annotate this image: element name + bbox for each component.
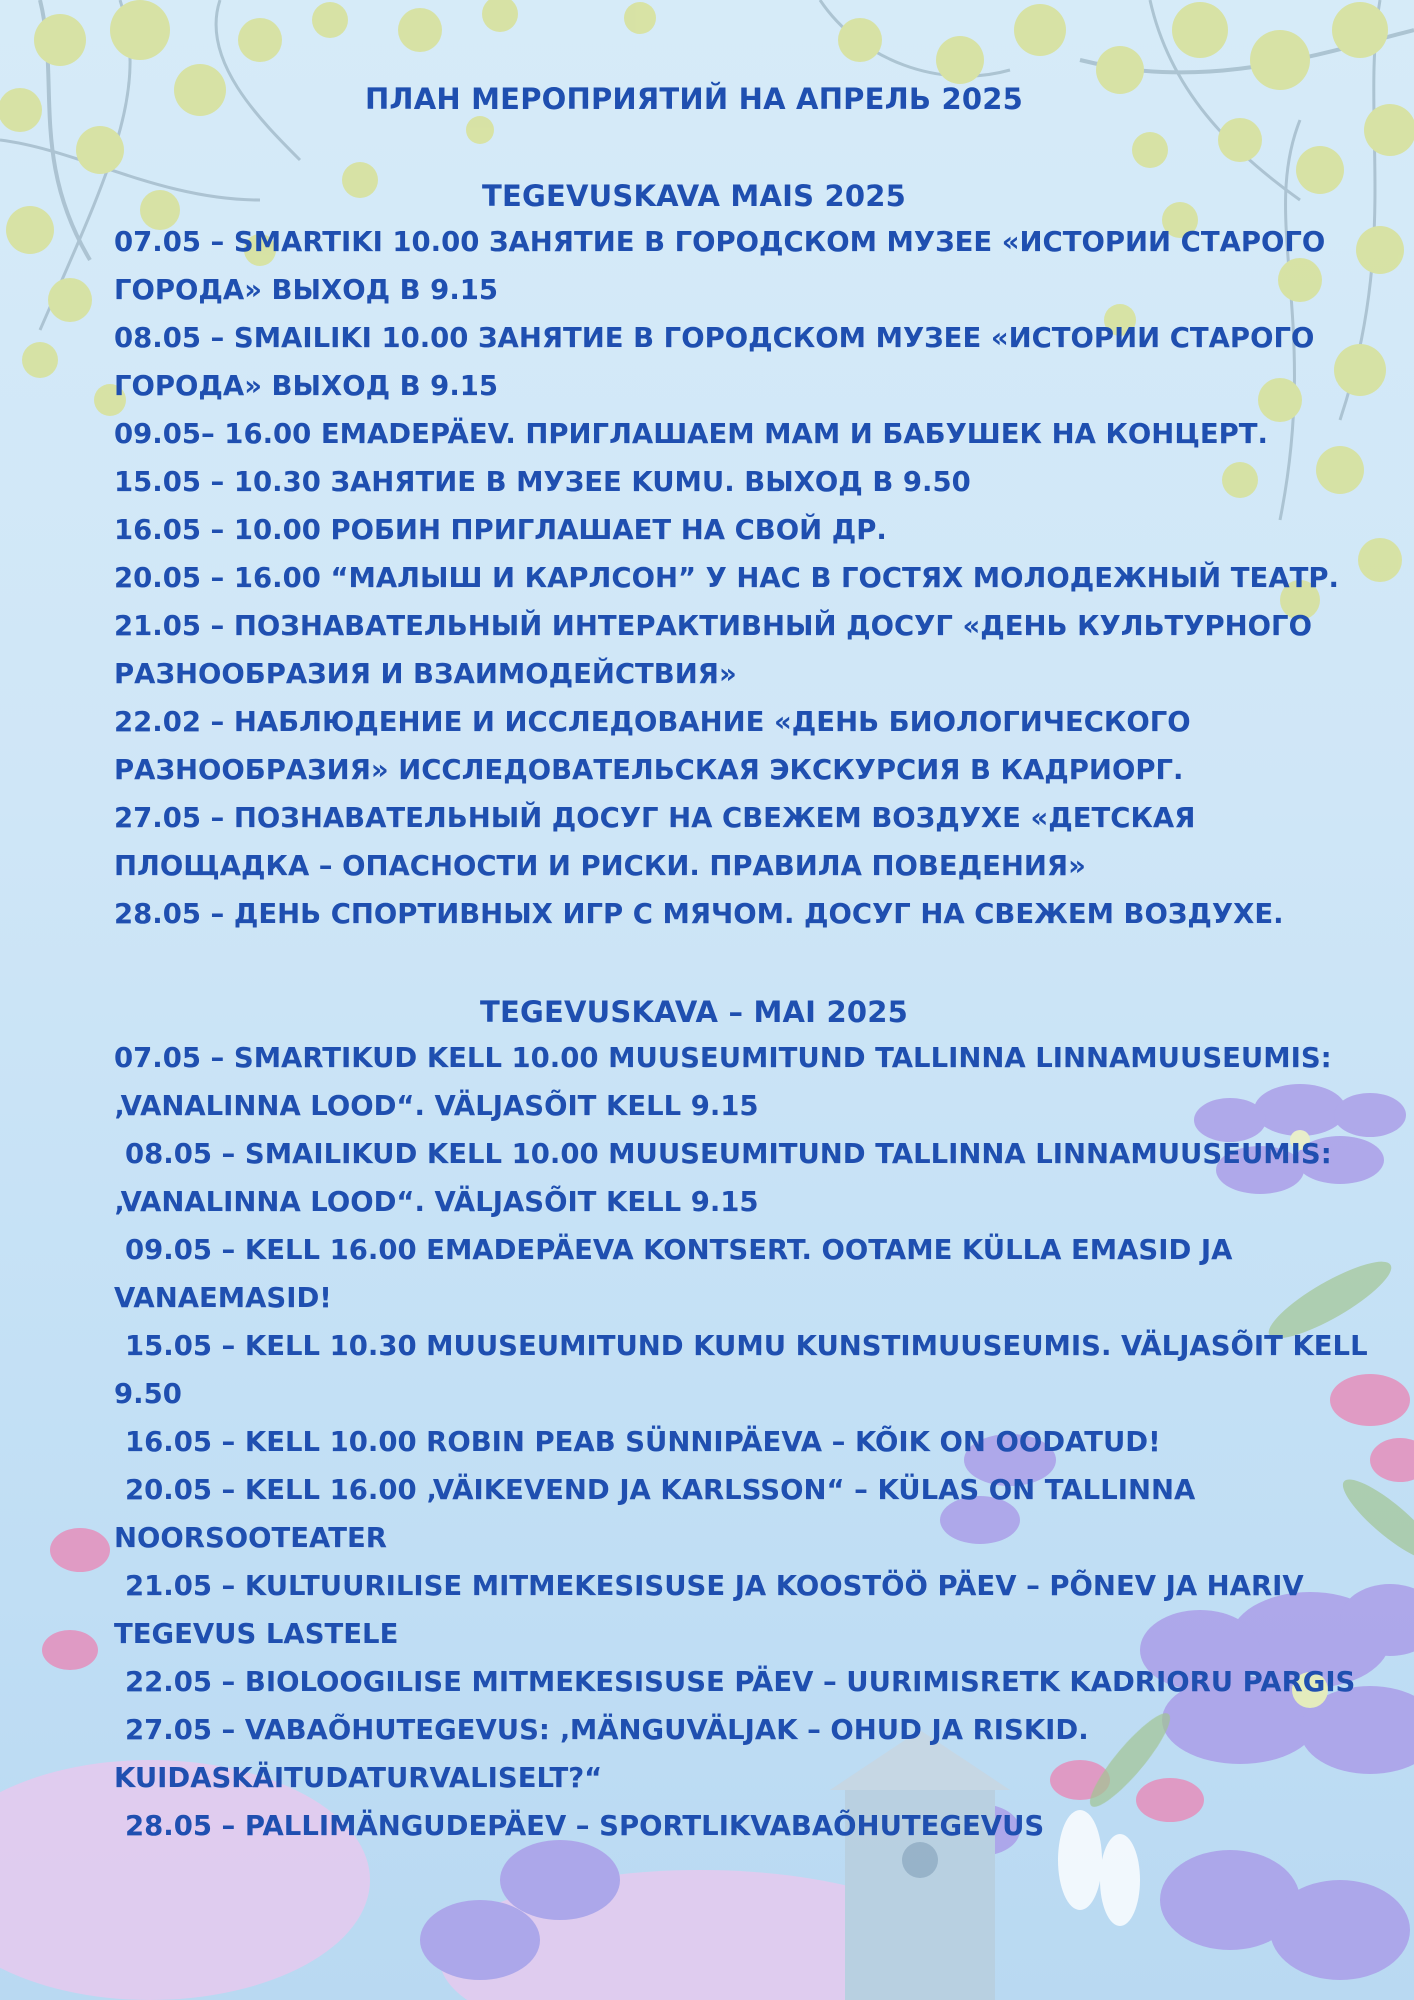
event-line: KUIDASKÄITUDATURVALISELT?“ xyxy=(114,1762,603,1794)
event-line: РАЗНООБРАЗИЯ И ВЗАИМОДЕЙСТВИЯ» xyxy=(114,658,737,690)
event-line: РАЗНООБРАЗИЯ» ИССЛЕДОВАТЕЛЬСКАЯ ЭКСКУРСИЯ В КАДРИОРГ. xyxy=(114,754,1184,786)
event-line: ГОРОДА» ВЫХОД В 9.15 xyxy=(114,370,499,402)
event-line: 16.05 – KELL 10.00 ROBIN PEAB SÜNNIPÄEVA – KÕIK ON OODATUD! xyxy=(125,1426,1161,1458)
event-line: ГОРОДА» ВЫХОД В 9.15 xyxy=(114,274,499,306)
event-line: 28.05 – PALLIMÄNGUDEPÄEV – SPORTLIKVABAÕHUTEGEVUS xyxy=(125,1810,1045,1842)
snowdrop xyxy=(1058,1810,1140,1926)
event-line: 27.05 – VABAÕHUTEGEVUS: ‚MÄNGUVÄLJAK – OHUD JA RISKID. xyxy=(125,1714,1089,1746)
event-line: 21.05 – KULTUURILISE MITMEKESISUSE JA KOOSTÖÖ PÄEV – PÕNEV JA HARIV xyxy=(125,1570,1304,1602)
event-line: ‚VANALINNA LOOD“. VÄLJASÕIT KELL 9.15 xyxy=(114,1090,759,1122)
event-line: 15.05 – 10.30 ЗАНЯТИЕ В МУЗЕЕ KUMU. ВЫХОД В 9.50 xyxy=(114,466,971,498)
event-line: ‚VANALINNA LOOD“. VÄLJASÕIT KELL 9.15 xyxy=(114,1186,759,1218)
event-line: 21.05 – ПОЗНАВАТЕЛЬНЫЙ ИНТЕРАКТИВНЫЙ ДОСУГ «ДЕНЬ КУЛЬТУРНОГО xyxy=(114,610,1312,642)
event-line: 16.05 – 10.00 РОБИН ПРИГЛАШАЕТ НА СВОЙ ДР. xyxy=(114,514,887,546)
event-line: 15.05 – KELL 10.30 MUUSEUMITUND KUMU KUNSTIMUUSEUMIS. VÄLJASÕIT KELL xyxy=(125,1330,1368,1362)
event-line: NOORSOOTEATER xyxy=(114,1522,387,1554)
event-line: ПЛОЩАДКА – ОПАСНОСТИ И РИСКИ. ПРАВИЛА ПОВЕДЕНИЯ» xyxy=(114,850,1086,882)
section-heading-et: TEGEVUSKAVA – MAI 2025 xyxy=(480,995,908,1029)
birdhouse xyxy=(830,1730,1010,2000)
event-line: 27.05 – ПОЗНАВАТЕЛЬНЫЙ ДОСУГ НА СВЕЖЕМ ВОЗДУХЕ «ДЕТСКАЯ xyxy=(114,802,1196,834)
main-title: ПЛАН МЕРОПРИЯТИЙ НА АПРЕЛЬ 2025 xyxy=(364,82,1024,116)
event-line: 9.50 xyxy=(114,1378,182,1410)
event-line: 08.05 – SMAILIKUD KELL 10.00 MUUSEUMITUND TALLINNA LINNAMUUSEUMIS: xyxy=(125,1138,1332,1170)
event-line: 07.05 – SMARTIKI 10.00 ЗАНЯТИЕ В ГОРОДСКОМ МУЗЕЕ «ИСТОРИИ СТАРОГО xyxy=(114,226,1326,258)
event-line: 08.05 – SMAILIKI 10.00 ЗАНЯТИЕ В ГОРОДСКОМ МУЗЕЕ «ИСТОРИИ СТАРОГО xyxy=(114,322,1315,354)
event-line: 20.05 – KELL 16.00 ‚VÄIKEVEND JA KARLSSON“ – KÜLAS ON TALLINNA xyxy=(125,1474,1196,1506)
event-line: 20.05 – 16.00 “МАЛЫШ И КАРЛСОН” У НАС В ГОСТЯХ МОЛОДЕЖНЫЙ ТЕАТР. xyxy=(114,562,1339,594)
event-line: 22.05 – BIOLOOGILISE MITMEKESISUSE PÄEV – UURIMISRETK KADRIORU PARGIS xyxy=(125,1666,1356,1698)
event-line: 09.05 – KELL 16.00 EMADEPÄEVA KONTSERT. OOTAME KÜLLA EMASID JA xyxy=(125,1234,1233,1266)
event-line: 28.05 – ДЕНЬ СПОРТИВНЫХ ИГР С МЯЧОМ. ДОСУГ НА СВЕЖЕМ ВОЗДУХЕ. xyxy=(114,898,1284,930)
event-line: VANAEMASID! xyxy=(114,1282,332,1314)
section-heading-ru: TEGEVUSKAVA MAIS 2025 xyxy=(481,179,907,213)
event-line: 09.05– 16.00 EMADEPÄEV. ПРИГЛАШАЕМ МАМ И БАБУШЕК НА КОНЦЕРТ. xyxy=(114,418,1268,450)
event-line: 22.02 – НАБЛЮДЕНИЕ И ИССЛЕДОВАНИЕ «ДЕНЬ БИОЛОГИЧЕСКОГО xyxy=(114,706,1191,738)
event-line: 07.05 – SMARTIKUD KELL 10.00 MUUSEUMITUND TALLINNA LINNAMUUSEUMIS: xyxy=(114,1042,1332,1074)
event-line: TEGEVUS LASTELE xyxy=(114,1618,399,1650)
